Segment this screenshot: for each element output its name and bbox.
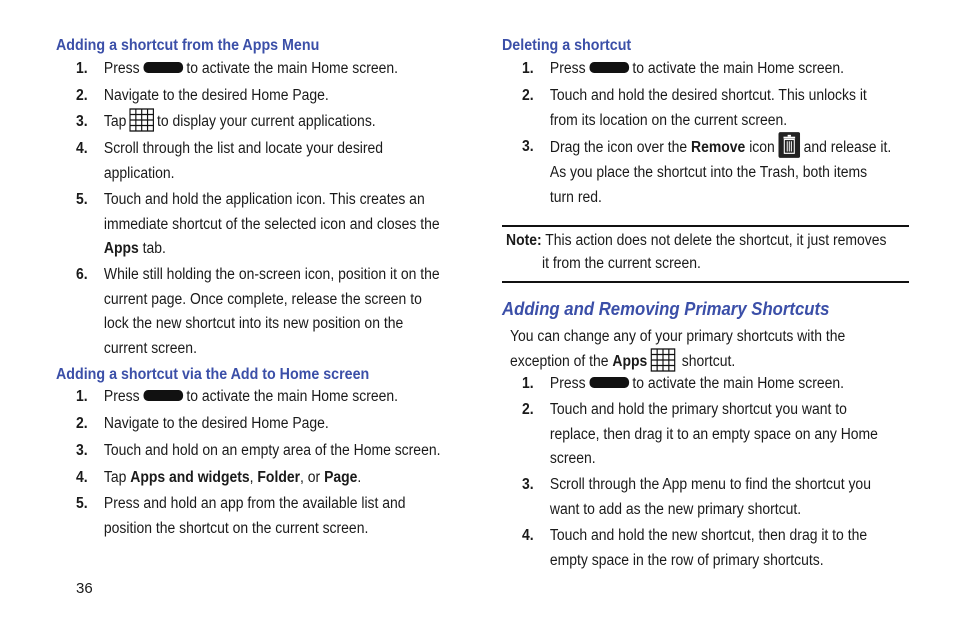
separator: , — [249, 469, 258, 486]
step-text: Tap — [103, 469, 131, 486]
step-number: 3. — [76, 442, 88, 459]
step-text: Touch and hold on an empty area of the Home screen. — [103, 442, 441, 459]
step-text: empty space in the row of primary shortcuts. — [549, 551, 824, 569]
separator: , or — [300, 469, 325, 486]
step-text: to activate the main Home screen. — [632, 60, 845, 77]
step-number: 2. — [76, 87, 88, 104]
step-number: 5. — [76, 495, 88, 512]
step-text: to activate the main Home screen. — [186, 60, 399, 77]
step-number: 6. — [76, 266, 88, 283]
step-number: 1. — [522, 375, 534, 392]
section-title: Adding and Removing Primary Shortcuts — [502, 299, 830, 319]
note-top-rule — [502, 225, 909, 227]
step-number: 1. — [76, 388, 88, 405]
intro-text: You can change any of your primary shortcuts with the — [510, 328, 846, 345]
step-text: from its location on the current screen. — [549, 111, 788, 129]
period: . — [357, 469, 362, 486]
remove-label: Remove — [691, 139, 746, 157]
note-bottom-rule — [502, 281, 909, 283]
step-text: Touch and hold the primary shortcut you want to — [549, 401, 847, 418]
step-text: Touch and hold the desired shortcut. This unlocks it — [549, 87, 867, 104]
step-number: 4. — [76, 140, 88, 157]
step-number: 2. — [76, 415, 88, 432]
apps-grid-icon — [650, 348, 675, 372]
apps-label: Apps — [612, 352, 648, 370]
step-text: lock the new shortcut into its new position on the — [103, 315, 404, 332]
step-text: replace, then drag it to an empty space on any Home — [549, 425, 878, 443]
step-number: 4. — [76, 469, 88, 486]
step-text: want to add as the new primary shortcut. — [549, 500, 802, 518]
heading-deleting-shortcut: Deleting a shortcut — [502, 37, 632, 54]
step-text: turn red. — [549, 188, 602, 206]
step-text: Scroll through the App menu to find the shortcut you — [549, 476, 871, 493]
step-number: 1. — [522, 60, 534, 77]
step-text: immediate shortcut of the selected icon and closes the — [103, 215, 440, 233]
step-text: Navigate to the desired Home Page. — [103, 87, 329, 104]
step-text: While still holding the on-screen icon, position it on the — [103, 266, 440, 283]
note-text: This action does not delete the shortcut, it just removes — [541, 232, 887, 249]
trash-icon — [778, 132, 800, 158]
home-key-icon — [589, 377, 629, 388]
page-number: 36 — [76, 580, 93, 597]
intro-text: shortcut. — [677, 352, 736, 370]
apps-grid-icon — [129, 108, 154, 132]
page-label: Page — [324, 469, 358, 486]
heading-add-to-home: Adding a shortcut via the Add to Home screen — [56, 366, 370, 383]
step-text: Drag the icon over the — [549, 139, 692, 157]
step-text: application. — [103, 164, 175, 182]
step-text: Press — [103, 388, 140, 405]
step-text: tab. — [138, 240, 166, 257]
apps-and-widgets-label: Apps and widgets — [130, 469, 250, 486]
step-number: 3. — [522, 138, 534, 155]
step-text: to activate the main Home screen. — [632, 375, 845, 392]
step-text: screen. — [549, 450, 596, 467]
step-text: Touch and hold the new shortcut, then drag it to the — [549, 527, 868, 544]
step-number: 3. — [522, 476, 534, 493]
step-number: 4. — [522, 527, 534, 544]
step-number: 3. — [76, 113, 88, 130]
step-text: current screen. — [103, 339, 197, 357]
step-text: to display your current applications. — [157, 113, 376, 131]
step-number: 5. — [76, 191, 88, 208]
step-text: and release it. — [803, 139, 892, 157]
step-text: Scroll through the list and locate your desired — [103, 140, 384, 157]
step-text: position the shortcut on the current screen. — [103, 519, 369, 537]
step-number: 2. — [522, 401, 534, 418]
note-text: it from the current screen. — [542, 254, 701, 272]
step-number: 2. — [522, 87, 534, 104]
step-text: Touch and hold the application icon. This creates an — [103, 191, 425, 208]
step-text: Navigate to the desired Home Page. — [103, 415, 329, 432]
step-text: Press — [549, 60, 586, 77]
step-number: 1. — [76, 60, 88, 77]
home-key-icon — [589, 62, 629, 73]
step-text: As you place the shortcut into the Trash, both items — [549, 164, 868, 181]
step-text: icon — [745, 139, 775, 157]
step-text: Press — [549, 375, 586, 392]
home-key-icon — [143, 62, 183, 73]
folder-label: Folder — [257, 469, 301, 486]
step-text: Tap — [103, 113, 127, 131]
heading-apps-menu: Adding a shortcut from the Apps Menu — [56, 37, 320, 54]
home-key-icon — [143, 390, 183, 401]
step-text: Press and hold an app from the available list and — [103, 495, 406, 512]
intro-text: exception of the — [510, 352, 613, 370]
step-text: current page. Once complete, release the screen to — [103, 290, 422, 308]
step-text: to activate the main Home screen. — [186, 388, 399, 405]
apps-label: Apps — [103, 240, 139, 257]
step-text: Press — [103, 60, 140, 77]
note-label: Note: — [506, 232, 542, 249]
